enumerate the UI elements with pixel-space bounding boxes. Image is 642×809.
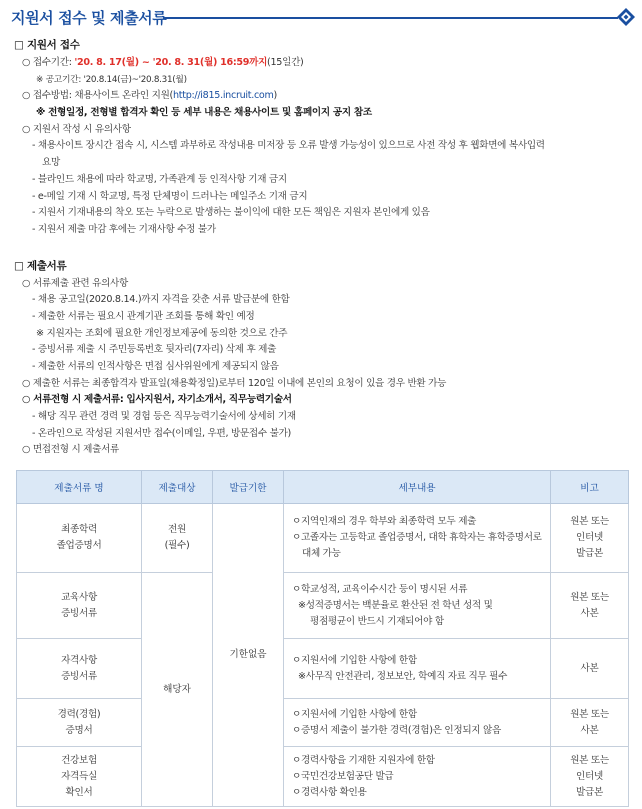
details-cell: ㅇ경력사항을 기재한 지원자에 한함 ㅇ국민건강보험공단 발급 ㅇ경력사항 확인용 <box>284 747 551 807</box>
table-row <box>17 573 629 639</box>
doc-name-cell: 교육사항 증빙서류 <box>17 573 142 639</box>
table-row <box>17 639 629 699</box>
caution-item: 요망 <box>42 157 60 169</box>
details-cell: ㅇ지원서에 기입한 사항에 한함 ※사무직 안전관리, 정보보안, 학예직 자료 직무 필수 <box>284 639 551 699</box>
related-title: ○ 서류제출 관련 유의사항 <box>22 277 128 289</box>
details-cell: ㅇ지역인재의 경우 학부와 최종학력 모두 제출 ㅇ고졸자는 고등학교 졸업증명서, 대학 휴학자는 휴학증명서로 대체 가능 <box>284 504 551 573</box>
caution-item: - e-메일 기재 시 학교명, 특정 단체명이 드러나는 메일주소 기재 금지 <box>32 190 308 202</box>
note-cell: 원본 또는 인터넷 발급본 <box>551 504 629 573</box>
related-item: - 채용 공고일(2020.8.14.)까지 자격을 갖춘 서류 발급분에 한함 <box>32 294 290 306</box>
doc-stage-item: - 온라인으로 작성된 지원서만 접수(이메일, 우편, 방문접수 불가) <box>32 427 291 439</box>
recruit-site-link[interactable]: http://i815.incruit.com <box>173 90 274 102</box>
doc-name-cell: 최종학력 졸업증명서 <box>17 504 142 573</box>
page-title: 지원서 접수 및 제출서류 <box>11 9 167 27</box>
caution-item: - 블라인드 채용에 따라 학교명, 가족관계 등 인적사항 기재 금지 <box>32 173 287 185</box>
period-highlight: '20. 8. 17(월) ~ '20. 8. 31(월) 16:59까지 <box>74 57 268 68</box>
table-row <box>17 699 629 747</box>
documents-table <box>16 470 629 807</box>
diamond-icon <box>616 7 636 27</box>
doc-stage-title: ○ 서류전형 시 제출서류: 입사지원서, 자기소개서, 직무능력기술서 <box>22 394 292 406</box>
main-content <box>14 36 630 459</box>
doc-stage-item: - 해당 직무 관련 경력 및 경험 등은 직무능력기술서에 상세히 기재 <box>32 411 296 423</box>
related-item: - 제출한 서류는 필요시 관계기관 조회를 통해 확인 예정 <box>32 310 255 322</box>
header-divider <box>163 17 618 19</box>
note-cell: 원본 또는 인터넷 발급본 <box>551 747 629 807</box>
caution-item: - 지원서 제출 마감 후에는 기재사항 수정 불가 <box>32 223 216 235</box>
doc-name-cell: 건강보험 자격득실 확인서 <box>17 747 142 807</box>
col-header-target: 제출대상 <box>142 471 213 504</box>
table-row <box>17 504 629 573</box>
application-method: ○ 접수방법: 채용사이트 온라인 지원(http://i815.incruit.com) <box>22 90 277 102</box>
details-cell: ㅇ학교성적, 교육이수시간 등이 명시된 서류 ※성적증명서는 백분율로 환산된 전 학년 성적 및 평점평균이 반드시 기재되어야 함 <box>284 573 551 639</box>
caution-item: - 지원서 기재내용의 착오 또는 누락으로 발생하는 불이익에 대한 모든 책임은 지원자 본인에게 있음 <box>32 207 430 219</box>
col-header-note: 비고 <box>551 471 629 504</box>
application-period: ○ 접수기간: '20. 8. 17(월) ~ '20. 8. 31(월) 16:59까지(15일간) <box>22 57 304 68</box>
col-header-deadline: 발급기한 <box>213 471 284 504</box>
related-item: - 제출한 서류의 인적사항은 면접 심사위원에게 제공되지 않음 <box>32 361 279 372</box>
table-row <box>17 747 629 807</box>
note-cell: 원본 또는 사본 <box>551 699 629 747</box>
target-cell: 전원 (필수) <box>142 504 213 573</box>
target-cell: 해당자 <box>142 573 213 807</box>
note-cell: 사본 <box>551 639 629 699</box>
col-header-doc-name: 제출서류 명 <box>17 471 142 504</box>
method-note: ※ 전형일정, 전형별 합격자 확인 등 세부 내용은 채용사이트 및 홈페이지 공지 참조 <box>36 107 372 119</box>
related-item: - 증빙서류 제출 시 주민등록번호 뒷자리(7자리) 삭제 후 제출 <box>32 344 277 356</box>
interview-stage-title: ○ 면접전형 시 제출서류 <box>22 444 120 456</box>
section-title-application: □ 지원서 접수 <box>14 39 80 51</box>
details-cell: ㅇ지원서에 기입한 사항에 한함 ㅇ증명서 제출이 불가한 경력(경험)은 인정되지 않음 <box>284 699 551 747</box>
doc-name-cell: 자격사항 증빙서류 <box>17 639 142 699</box>
note-cell: 원본 또는 사본 <box>551 573 629 639</box>
return-line: ○ 제출한 서류는 최종합격자 발표일(채용확정일)로부터 120일 이내에 본인의 요청이 있을 경우 반환 가능 <box>22 377 447 389</box>
caution-title: ○ 지원서 작성 시 유의사항 <box>22 123 131 135</box>
related-note: ※ 지원자는 조회에 필요한 개인정보제공에 동의한 것으로 간주 <box>36 327 288 339</box>
section-header <box>11 5 636 31</box>
col-header-details: 세부내용 <box>284 471 551 504</box>
section-title-documents: □ 제출서류 <box>14 259 67 272</box>
caution-item: - 채용사이트 장시간 접속 시, 시스템 과부하로 작성내용 미저장 등 오류 발생 가능성이 있으므로 사전 작성 후 웹화면에 복사입력 <box>32 140 545 152</box>
notice-period: ※ 공고기간: '20.8.14(금)~'20.8.31(월) <box>36 74 187 85</box>
doc-name-cell: 경력(경험) 증명서 <box>17 699 142 747</box>
deadline-cell: 기한없음 <box>213 504 284 807</box>
table-header-row <box>17 471 629 504</box>
